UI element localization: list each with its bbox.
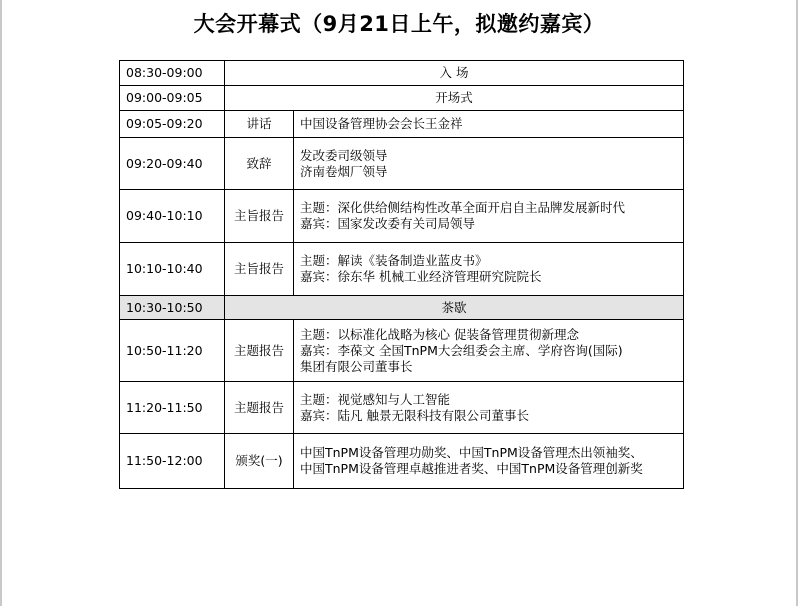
content-line: 主题：深化供给侧结构性改革全面开启自主品牌发展新时代 bbox=[300, 200, 626, 215]
time-cell: 10:50-11:20 bbox=[120, 320, 225, 382]
type-cell: 主旨报告 bbox=[225, 243, 294, 296]
page-title: 大会开幕式（9月21日上午，拟邀约嘉宾） bbox=[193, 12, 605, 36]
content-line: 集团有限公司董事长 bbox=[300, 358, 413, 374]
table-row bbox=[120, 86, 684, 111]
table-row bbox=[120, 111, 684, 138]
content-line: 嘉宾：国家发改委有关司局领导 bbox=[300, 216, 476, 231]
time-cell: 10:30-10:50 bbox=[120, 296, 225, 320]
content-cell bbox=[294, 190, 684, 243]
session-cell: 入 场 bbox=[225, 61, 684, 86]
time-cell: 11:20-11:50 bbox=[120, 382, 225, 434]
table-row bbox=[120, 190, 684, 243]
time-cell: 09:05-09:20 bbox=[120, 111, 225, 138]
type-cell: 颁奖(一) bbox=[225, 434, 294, 489]
session-cell: 开场式 bbox=[225, 86, 684, 111]
table-row bbox=[120, 243, 684, 296]
content-line: 主题：以标准化战略为核心 促装备管理贯彻新理念 bbox=[300, 326, 579, 342]
type-cell: 主题报告 bbox=[225, 382, 294, 434]
session-cell: 茶歇 bbox=[225, 296, 684, 320]
time-cell: 09:00-09:05 bbox=[120, 86, 225, 111]
content-line: 济南卷烟厂领导 bbox=[300, 163, 388, 179]
time-cell: 11:50-12:00 bbox=[120, 434, 225, 489]
content-line: 嘉宾：陆凡 触景无限科技有限公司董事长 bbox=[300, 407, 529, 423]
content-cell bbox=[294, 138, 684, 190]
schedule-table bbox=[119, 60, 684, 489]
content-line: 发改委司级领导 bbox=[300, 147, 388, 163]
table-row bbox=[120, 296, 684, 320]
time-cell: 10:10-10:40 bbox=[120, 243, 225, 296]
table-row bbox=[120, 382, 684, 434]
content-line: 嘉宾：李葆文 全国TnPM大会组委会主席、学府咨询(国际) bbox=[300, 342, 623, 358]
type-cell: 主旨报告 bbox=[225, 190, 294, 243]
table-row bbox=[120, 320, 684, 382]
type-cell: 讲话 bbox=[225, 111, 294, 138]
content-line: 中国TnPM设备管理功勋奖、中国TnPM设备管理杰出领袖奖、 bbox=[300, 445, 643, 460]
content-line: 嘉宾：徐东华 机械工业经济管理研究院院长 bbox=[300, 269, 542, 284]
table-row bbox=[120, 61, 684, 86]
content-cell bbox=[294, 243, 684, 296]
time-cell: 08:30-09:00 bbox=[120, 61, 225, 86]
type-cell: 致辞 bbox=[225, 138, 294, 190]
content-line: 中国TnPM设备管理卓越推进者奖、中国TnPM设备管理创新奖 bbox=[300, 461, 643, 476]
table-row bbox=[120, 434, 684, 489]
content-line: 主题：视觉感知与人工智能 bbox=[300, 391, 451, 407]
type-cell: 主题报告 bbox=[225, 320, 294, 382]
table-row bbox=[120, 138, 684, 190]
content-cell bbox=[294, 111, 684, 138]
content-cell bbox=[294, 320, 684, 382]
time-cell: 09:40-10:10 bbox=[120, 190, 225, 243]
time-cell: 09:20-09:40 bbox=[120, 138, 225, 190]
content-line: 中国设备管理协会会长王金祥 bbox=[300, 116, 463, 131]
content-line: 主题：解读《装备制造业蓝皮书》 bbox=[300, 253, 488, 268]
content-cell bbox=[294, 382, 684, 434]
content-cell bbox=[294, 434, 684, 489]
